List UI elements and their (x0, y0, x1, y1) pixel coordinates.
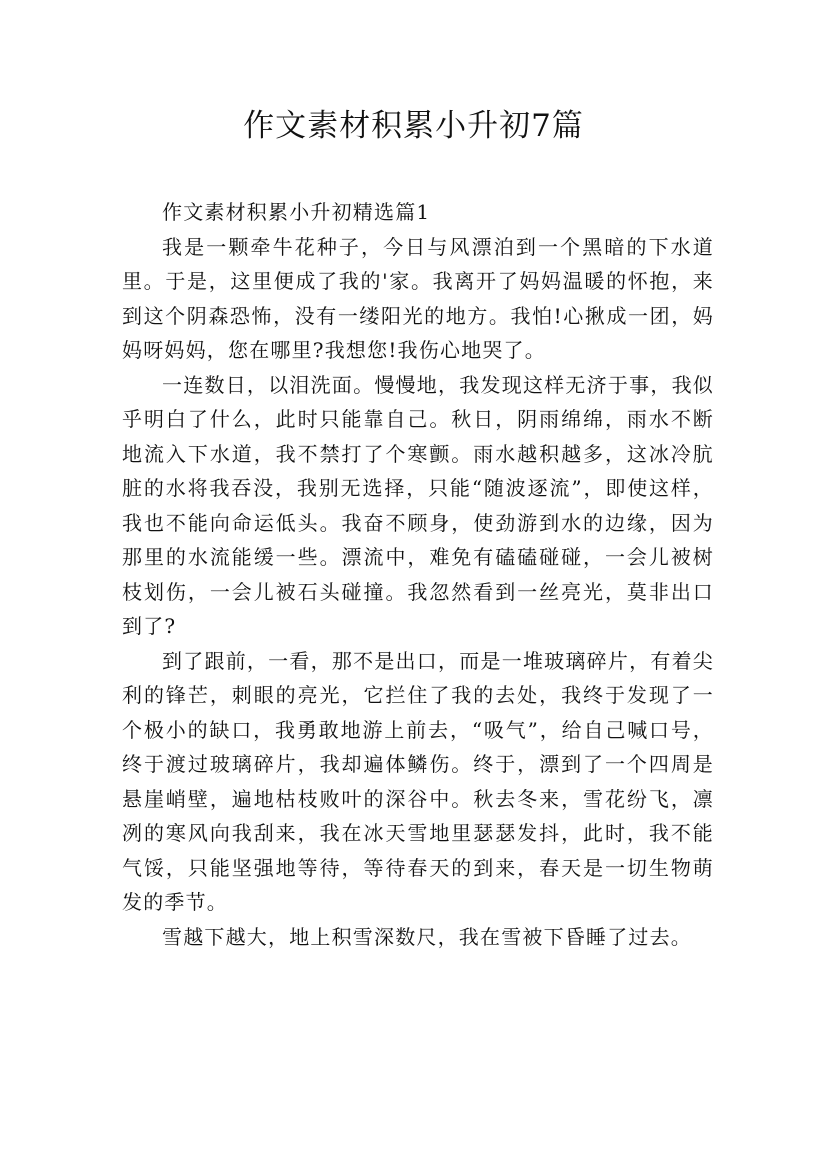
paragraph-2: 一连数日，以泪洗面。慢慢地，我发现这样无济于事，我似乎明白了什么，此时只能靠自己。秋日，阴雨绵绵，雨水不断地流入下水道，我不禁打了个寒颤。雨水越积越多，这冰冷肮脏的水将我吞没，我别无选择，只能“随波逐流”，即使这样，我也不能向命运低头。我奋不顾身，使劲游到水的边缘，因为那里的水流能缓一些。漂流中，难免有磕磕碰碰，一会儿被树枝划伤，一会儿被石头碰撞。我忽然看到一丝亮光，莫非出口到了? (122, 372, 714, 638)
paragraph-1: 我是一颗牵牛花种子，今日与风漂泊到一个黑暗的下水道里。于是，这里便成了我的'家。我离开了妈妈温暖的怀抱，来到这个阴森恐怖，没有一缕阳光的地方。我怕!心揪成一团，妈妈呀妈妈，您在哪里?我想您!我伤心地哭了。 (122, 234, 714, 362)
paragraph-3: 到了跟前，一看，那不是出口，而是一堆玻璃碎片，有着尖利的锋芒，刺眼的亮光，它拦住了我的去处，我终于发现了一个极小的缺口，我勇敢地游上前去，“吸气”，给自己喊口号，终于渡过玻璃碎片，我却遍体鳞伤。终于，漂到了一个四周是悬崖峭壁，遍地枯枝败叶的深谷中。秋去冬来，雪花纷飞，凛冽的寒风向我刮来，我在冰天雪地里瑟瑟发抖，此时，我不能气馁，只能坚强地等待，等待春天的到来，春天是一切生物萌发的季节。 (122, 648, 714, 914)
section-heading: 作文素材积累小升初精选篇1 (162, 200, 431, 224)
document-body (122, 195, 714, 954)
document-title: 作文素材积累小升初7篇 (243, 108, 584, 144)
paragraph-4: 雪越下越大，地上积雪深数尺，我在雪被下昏睡了过去。 (162, 924, 692, 949)
